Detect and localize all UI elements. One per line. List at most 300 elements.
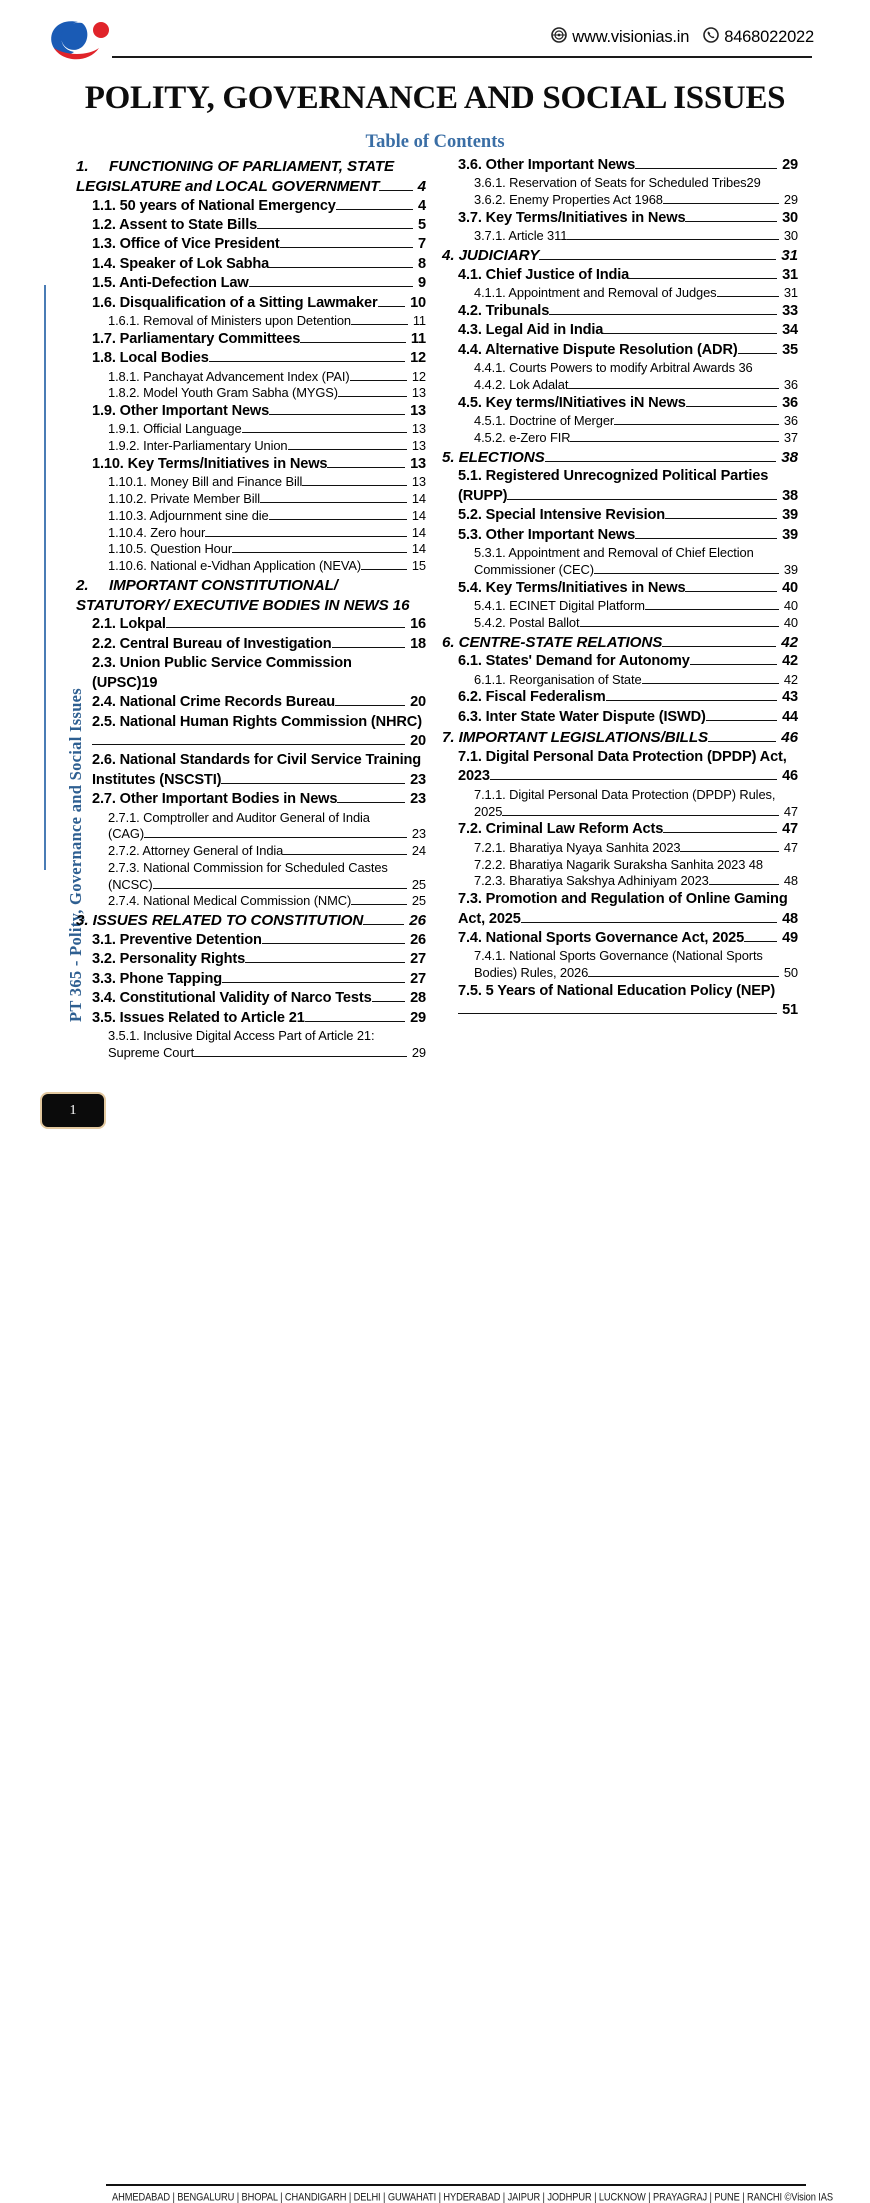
toc-leader-line: [567, 239, 779, 240]
toc-page-number: 30: [783, 228, 798, 244]
page-footer: [0, 1088, 870, 2203]
toc-entry[interactable]: [442, 302, 798, 321]
toc-entry[interactable]: [442, 413, 798, 430]
toc-entry[interactable]: [442, 728, 798, 748]
toc-leader-line: [372, 1001, 406, 1002]
toc-leader-line: [283, 854, 407, 855]
toc-page-number: 14: [411, 524, 426, 540]
header-contact-info: [551, 27, 814, 48]
toc-leader-line: [568, 388, 779, 389]
globe-icon: [551, 27, 567, 48]
toc-entry[interactable]: [442, 377, 798, 394]
toc-entry-label: 4.5.1. Doctrine of Merger: [474, 413, 615, 429]
toc-entry-label: 2. IMPORTANT CONSTITUTIONAL/: [76, 576, 338, 594]
toc-entry[interactable]: [76, 615, 426, 634]
toc-entry[interactable]: [442, 708, 798, 727]
toc-leader-line: [302, 485, 407, 486]
toc-entry-label: 2.7. Other Important Bodies in News: [92, 791, 338, 808]
toc-entry[interactable]: [442, 579, 798, 598]
toc-leader-line: [363, 924, 404, 925]
toc-entry[interactable]: [76, 491, 426, 508]
toc-entry[interactable]: [442, 652, 798, 671]
toc-entry-label-cont: (RUPP): [458, 487, 508, 504]
toc-page-number: 36: [783, 413, 798, 429]
toc-page-number: 25: [411, 893, 426, 909]
toc-entry[interactable]: [76, 558, 426, 575]
toc-entry-label: 3.6.2. Enemy Properties Act 1968: [474, 192, 663, 208]
toc-leader-line: [166, 627, 405, 628]
toc-entry[interactable]: [442, 598, 798, 615]
toc-entry-label: 5.4. Key Terms/Initiatives in News: [458, 579, 686, 596]
toc-entry[interactable]: [76, 197, 426, 216]
toc-page-number: 11: [412, 312, 426, 328]
toc-leader-line: [588, 976, 779, 977]
toc-entry[interactable]: [76, 970, 426, 989]
toc-entry[interactable]: [76, 713, 426, 752]
toc-entry-label: 1.6.1. Removal of Ministers upon Detention: [108, 312, 352, 328]
toc-entry[interactable]: [76, 911, 426, 931]
toc-entry[interactable]: [76, 576, 426, 616]
toc-page-number: 38: [782, 487, 798, 504]
toc-entry-label: 7.2.1. Bharatiya Nyaya Sanhita 2023: [474, 839, 681, 855]
toc-page-number: 50: [783, 965, 798, 981]
toc-leader-line: [606, 700, 777, 701]
side-tab-label: PT 365 - Polity, Governance and Social Issues: [66, 687, 85, 1023]
toc-page-number: 36: [783, 377, 798, 393]
toc-entry-label: 1. FUNCTIONING OF PARLIAMENT, STATE: [76, 158, 395, 175]
toc-entry[interactable]: [442, 873, 798, 890]
toc-page-number: 48: [782, 910, 798, 927]
toc-page-number: 39: [782, 526, 798, 543]
toc-entry[interactable]: [76, 235, 426, 254]
toc-leader-line: [663, 832, 777, 833]
toc-column-left: [76, 156, 426, 1076]
toc-page-number: 48: [783, 873, 798, 889]
toc-entry-label: 1.6. Disqualification of a Sitting Lawmaker: [92, 294, 378, 311]
toc-page-number: 38: [781, 448, 798, 466]
toc-entry-label: 4.5.2. e-Zero FIR: [474, 429, 571, 445]
toc-leader-line: [153, 888, 407, 889]
phone-text: 8468022022: [724, 28, 814, 46]
toc-entry[interactable]: [76, 931, 426, 950]
toc-entry[interactable]: [442, 748, 798, 787]
toc-page-number: 24: [411, 843, 426, 859]
toc-page-number: 11: [410, 330, 426, 347]
toc-entry[interactable]: [76, 294, 426, 313]
toc-entry[interactable]: [442, 448, 798, 468]
toc-page-number: 13: [410, 455, 426, 472]
toc-leader-line: [300, 342, 406, 343]
toc-entry-label: 3.1. Preventive Detention: [92, 931, 262, 948]
toc-leader-line: [642, 683, 779, 684]
toc-page-number: 47: [783, 839, 798, 855]
toc-entry-label: 4.3. Legal Aid in India: [458, 322, 604, 339]
toc-entry[interactable]: [76, 385, 426, 402]
toc-page-number: 7: [418, 236, 426, 253]
toc-page-number: 27: [410, 951, 426, 968]
toc-page-number: 5: [418, 216, 426, 233]
toc-entry[interactable]: [442, 787, 798, 821]
toc-leader-line: [379, 190, 412, 191]
toc-entry-label: 7.5. 5 Years of National Education Policy (NEP): [458, 982, 776, 999]
toc-leader-line: [614, 424, 779, 425]
toc-page-number: 28: [410, 990, 426, 1007]
toc-leader-line: [490, 779, 777, 780]
toc-page-number: 31: [783, 285, 798, 301]
toc-entry[interactable]: [442, 545, 798, 579]
toc-page-number: 29: [782, 157, 798, 173]
toc-leader-line: [635, 538, 777, 539]
toc-page-number: 35: [782, 341, 798, 358]
toc-page-number: 15: [411, 558, 426, 574]
toc-entry-label: 4. JUDICIARY: [442, 247, 540, 265]
toc-entry[interactable]: [76, 313, 426, 330]
toc-entry-label: 3.6. Other Important News: [458, 157, 636, 173]
toc-leader-line: [221, 783, 405, 784]
toc-entry-label: 2.4. National Crime Records Bureau: [92, 694, 336, 711]
toc-leader-line: [502, 815, 779, 816]
toc-leader-line: [280, 247, 413, 248]
toc-leader-line: [545, 461, 777, 462]
toc-leader-line: [222, 982, 405, 983]
toc-leader-line: [635, 168, 777, 169]
toc-entry[interactable]: [76, 654, 426, 693]
toc-entry[interactable]: [76, 255, 426, 274]
toc-entry-label: 2.3. Union Public Service Commission (UPSC)19: [92, 655, 356, 691]
toc-entry-label: 4.1.1. Appointment and Removal of Judges: [474, 285, 717, 301]
toc-entry[interactable]: [76, 989, 426, 1008]
toc-entry[interactable]: [442, 506, 798, 525]
toc-entry-label: 4.2. Tribunals: [458, 303, 550, 320]
toc-entry-label: 5.4.1. ECINET Digital Platform: [474, 598, 645, 614]
toc-page-number: 47: [783, 803, 798, 819]
toc-leader-line: [351, 324, 408, 325]
toc-page-number: 16: [410, 616, 426, 633]
toc-entry[interactable]: [442, 360, 798, 377]
toc-heading: Table of Contents: [365, 132, 505, 152]
toc-entry-label: 7.1.1. Digital Personal Data Protection (DPDP) Rules,: [474, 786, 776, 802]
toc-entry-label-cont: 2023: [458, 768, 490, 785]
toc-entry-label: 1.9. Other Important News: [92, 403, 270, 420]
toc-entry[interactable]: [76, 751, 426, 790]
toc-entry-label: 1.10.5. Question Hour: [108, 541, 233, 557]
toc-entry[interactable]: [76, 508, 426, 525]
toc-leader-line: [665, 518, 777, 519]
toc-leader-line: [327, 467, 405, 468]
toc-leader-line: [717, 296, 779, 297]
toc-entry[interactable]: [442, 948, 798, 982]
toc-page-number: 25: [411, 876, 426, 892]
toc-entry-label: 6.3. Inter State Water Dispute (ISWD): [458, 708, 706, 725]
toc-entry-label: 5.2. Special Intensive Revision: [458, 507, 666, 524]
page-title: POLITY, GOVERNANCE AND SOCIAL ISSUES: [84, 80, 786, 116]
toc-entry-label-cont: Supreme Court: [108, 1044, 195, 1060]
toc-entry[interactable]: [76, 157, 426, 197]
toc-entry-label: 7.1. Digital Personal Data Protection (DPDP) Act,: [458, 749, 787, 766]
toc-entry[interactable]: [442, 820, 798, 839]
toc-page-number: 26: [409, 912, 426, 930]
toc-leader-line: [603, 333, 777, 334]
toc-leader-line: [269, 267, 413, 268]
toc-entry-label: 6. CENTRE-STATE RELATIONS: [442, 633, 663, 651]
toc-entry[interactable]: [442, 982, 798, 1021]
toc-entry[interactable]: [76, 421, 426, 438]
toc-entry[interactable]: [76, 330, 426, 349]
toc-page-number: 39: [783, 561, 798, 577]
toc-entry-label: 7.2.2. Bharatiya Nagarik Suraksha Sanhita 2023 48: [474, 856, 763, 872]
toc-leader-line: [242, 432, 407, 433]
toc-page-number: 4: [418, 197, 426, 214]
toc-leader-line: [685, 591, 777, 592]
toc-leader-line: [706, 720, 777, 721]
toc-entry[interactable]: [76, 402, 426, 421]
website-text: www.visionias.in: [572, 28, 690, 46]
toc-leader-line: [690, 664, 777, 665]
toc-page-number: 51: [782, 1002, 798, 1019]
toc-leader-line: [269, 519, 407, 520]
toc-page-number: 14: [411, 507, 426, 523]
toc-entry-label: 1.8.1. Panchayat Advancement Index (PAI): [108, 368, 350, 384]
toc-page-number: 13: [411, 438, 426, 454]
toc-entry[interactable]: [442, 526, 798, 545]
toc-entry[interactable]: [442, 394, 798, 413]
toc-entry[interactable]: [76, 525, 426, 542]
visionias-logo: [44, 16, 122, 68]
toc-entry-label: 3.5. Issues Related to Article 21: [92, 1009, 305, 1026]
toc-entry-label: 4.4.1. Courts Powers to modify Arbitral Awards 36: [474, 360, 753, 376]
toc-page-number: 4: [417, 177, 426, 195]
side-rail-divider: [44, 285, 85, 1023]
toc-entry[interactable]: [76, 1009, 426, 1028]
toc-leader-line: [305, 1021, 405, 1022]
toc-entry[interactable]: [76, 950, 426, 969]
toc-entry-label: 2.7.1. Comptroller and Auditor General of India: [108, 809, 370, 825]
toc-page-number: 40: [783, 614, 798, 630]
toc-entry-label: 1.4. Speaker of Lok Sabha: [92, 255, 270, 272]
toc-leader-line: [521, 922, 777, 923]
toc-entry-label: 2.5. National Human Rights Commission (NHRC): [92, 713, 422, 730]
toc-entry[interactable]: [442, 175, 798, 192]
toc-entry-label: 1.10.3. Adjournment sine die: [108, 507, 269, 523]
toc-page-number: 26: [410, 931, 426, 948]
toc-page-number: 40: [782, 579, 798, 596]
toc-entry[interactable]: [442, 840, 798, 857]
toc-leader-line: [336, 209, 413, 210]
toc-leader-line: [549, 314, 777, 315]
toc-page-number: 9: [418, 275, 426, 292]
toc-page-number: 12: [411, 368, 426, 384]
toc-entry-label: 3.2. Personality Rights: [92, 951, 246, 968]
toc-leader-line: [249, 286, 413, 287]
toc-page-number: 42: [781, 633, 798, 651]
toc-entry[interactable]: [442, 929, 798, 948]
toc-entry-label: 7.2. Criminal Law Reform Acts: [458, 821, 664, 838]
toc-page-number: 23: [411, 826, 426, 842]
toc-entry-label: 1.2. Assent to State Bills: [92, 216, 258, 233]
toc-entry-label: 1.3. Office of Vice President: [92, 236, 280, 253]
toc-entry-label: 2.1. Lokpal: [92, 616, 166, 633]
toc-page-number: 44: [782, 708, 798, 725]
toc-page-number: 47: [782, 821, 798, 838]
toc-leader-line: [685, 221, 777, 222]
toc-entry[interactable]: [76, 541, 426, 558]
toc-entry[interactable]: [76, 860, 426, 894]
toc-entry[interactable]: [76, 474, 426, 491]
toc-entry-label: 5.1. Registered Unrecognized Political Parties: [458, 468, 769, 485]
toc-page-number: 20: [410, 694, 426, 711]
toc-leader-line: [245, 962, 405, 963]
toc-entry-label: 7.4.1. National Sports Governance (National Sports: [474, 948, 763, 964]
toc-entry[interactable]: [442, 266, 798, 285]
toc-leader-line: [629, 278, 777, 279]
toc-entry-label: 5.3. Other Important News: [458, 526, 636, 543]
toc-leader-line: [662, 646, 776, 647]
toc-entry-label-cont: Act, 2025: [458, 910, 521, 927]
toc-leader-line: [686, 406, 777, 407]
footer-cities: AHMEDABAD | BENGALURU | BHOPAL | CHANDIGARH | DELHI | GUWAHATI | HYDERABAD | JAIPUR | JODHPUR | LUCKNOW | PRAYAGRAJ | PUNE | RANCHI ©Vision IAS: [112, 2191, 833, 2203]
toc-entry-label-cont: Bodies) Rules, 2026: [474, 965, 589, 981]
toc-leader-line: [645, 609, 779, 610]
toc-entry[interactable]: [442, 857, 798, 874]
toc-leader-line: [708, 741, 776, 742]
toc-entry[interactable]: [442, 890, 798, 929]
toc-page-number: 46: [781, 729, 798, 747]
toc-page-number: 29: [410, 1009, 426, 1026]
toc-entry-label-cont: Commissioner (CEC): [474, 561, 594, 577]
toc-entry-label-cont: STATUTORY/ EXECUTIVE BODIES IN NEWS 16: [76, 596, 410, 614]
toc-leader-line: [205, 536, 407, 537]
toc-entry[interactable]: [76, 635, 426, 654]
toc-entry-label: 1.10.6. National e-Vidhan Application (NEVA): [108, 558, 362, 574]
toc-page-number: 40: [783, 598, 798, 614]
toc-leader-line: [288, 449, 407, 450]
toc-entry-label: 1.7. Parliamentary Committees: [92, 330, 301, 347]
toc-entry[interactable]: [76, 349, 426, 368]
toc-entry-label: 1.8. Local Bodies: [92, 350, 209, 367]
toc-leader-line: [378, 306, 406, 307]
toc-entry-label: 4.4.2. Lok Adalat: [474, 377, 569, 393]
toc-leader-line: [338, 396, 407, 397]
toc-entry[interactable]: [76, 369, 426, 386]
toc-entry[interactable]: [442, 321, 798, 340]
toc-column-right: [442, 156, 798, 1076]
toc-entry[interactable]: [76, 693, 426, 712]
toc-entry[interactable]: [76, 216, 426, 235]
toc-entry-label: 1.5. Anti-Defection Law: [92, 275, 249, 292]
phone-contact[interactable]: [703, 27, 814, 48]
toc-entry-label: 3.3. Phone Tapping: [92, 970, 223, 987]
header-divider: [112, 56, 812, 58]
toc-page-number: 34: [782, 322, 798, 339]
toc-page-number: 30: [782, 209, 798, 226]
toc-entry-label: 7.4. National Sports Governance Act, 2025: [458, 929, 745, 946]
toc-leader-line: [209, 361, 405, 362]
toc-entry-label: 3.4. Constitutional Validity of Narco Tests: [92, 990, 372, 1007]
toc-entry[interactable]: [76, 810, 426, 844]
toc-page-number: 49: [782, 929, 798, 946]
toc-entry-label: 1.10. Key Terms/Initiatives in News: [92, 455, 328, 472]
toc-leader-line: [361, 569, 407, 570]
toc-entry-label: 5.3.1. Appointment and Removal of Chief Election: [474, 545, 754, 561]
page-header: [0, 0, 870, 72]
toc-entry-label: 4.5. Key terms/INitiatives iN News: [458, 394, 686, 411]
toc-entry-label: 4.1. Chief Justice of India: [458, 266, 630, 283]
toc-entry-label: 7.3. Promotion and Regulation of Online Gaming: [458, 891, 788, 908]
toc-entry[interactable]: [76, 274, 426, 293]
toc-entry[interactable]: [442, 615, 798, 632]
toc-entry-label: 1.9.2. Inter-Parliamentary Union: [108, 438, 288, 454]
toc-page-number: 46: [782, 768, 798, 785]
toc-page-number: 37: [783, 429, 798, 445]
toc-entry-label: 2.6. National Standards for Civil Service Training: [92, 752, 422, 769]
toc-entry[interactable]: [76, 1028, 426, 1062]
toc-leader-line: [351, 904, 407, 905]
toc-entry-label: 3.6.1. Reservation of Seats for Scheduled Tribes29: [474, 175, 761, 191]
toc-entry[interactable]: [442, 156, 798, 175]
toc-entry[interactable]: [76, 843, 426, 860]
toc-leader-line: [332, 647, 406, 648]
toc-leader-line: [458, 1013, 777, 1014]
toc-leader-line: [335, 705, 405, 706]
toc-entry[interactable]: [76, 893, 426, 910]
toc-page-number: 42: [783, 671, 798, 687]
toc-entry-label: 3.7.1. Article 311: [474, 228, 568, 244]
website-contact[interactable]: [551, 27, 689, 48]
toc-entry-label-cont: Institutes (NSCSTI): [92, 771, 222, 788]
toc-entry[interactable]: [442, 209, 798, 228]
toc-leader-line: [507, 499, 777, 500]
toc-entry-label: 5. ELECTIONS: [442, 448, 545, 466]
toc-entry-label: 7. IMPORTANT LEGISLATIONS/BILLS: [442, 729, 709, 747]
toc-entry[interactable]: [442, 228, 798, 245]
toc-entry-label: 6.1.1. Reorganisation of State: [474, 671, 642, 687]
phone-icon: [703, 27, 719, 48]
toc-leader-line: [663, 203, 779, 204]
toc-entry[interactable]: [442, 192, 798, 209]
toc-entry[interactable]: [442, 341, 798, 360]
toc-leader-line: [539, 259, 776, 260]
toc-entry-label: 6.2. Fiscal Federalism: [458, 689, 606, 706]
toc-page-number: 31: [782, 266, 798, 283]
toc-entry-label-cont: 2025: [474, 803, 503, 819]
toc-entry-label: 5.4.2. Postal Ballot: [474, 614, 580, 630]
toc-entry[interactable]: [442, 467, 798, 506]
toc-entry[interactable]: [442, 246, 798, 266]
toc-entry[interactable]: [76, 438, 426, 455]
toc-leader-line: [92, 744, 405, 745]
toc-entry[interactable]: [442, 285, 798, 302]
toc-entry[interactable]: [76, 455, 426, 474]
toc-page-number: 27: [410, 970, 426, 987]
toc-entry-label: 2.7.4. National Medical Commission (NMC): [108, 893, 352, 909]
toc-entry[interactable]: [442, 672, 798, 689]
toc-leader-line: [350, 380, 407, 381]
toc-leader-line: [594, 573, 779, 574]
toc-page-number: 13: [411, 385, 426, 401]
toc-entry-label: 3. ISSUES RELATED TO CONSTITUTION: [76, 912, 364, 930]
toc-entry[interactable]: [442, 430, 798, 447]
toc-entry[interactable]: [76, 790, 426, 809]
toc-entry[interactable]: [442, 688, 798, 707]
toc-leader-line: [709, 884, 779, 885]
toc-entry-label: 4.4. Alternative Dispute Resolution (ADR): [458, 341, 738, 358]
toc-page-number: 43: [782, 689, 798, 706]
toc-leader-line: [262, 943, 405, 944]
toc-leader-line: [144, 837, 407, 838]
toc-entry-label: 1.1. 50 years of National Emergency: [92, 197, 336, 214]
toc-page-number: 29: [411, 1044, 426, 1060]
toc-entry[interactable]: [442, 633, 798, 653]
